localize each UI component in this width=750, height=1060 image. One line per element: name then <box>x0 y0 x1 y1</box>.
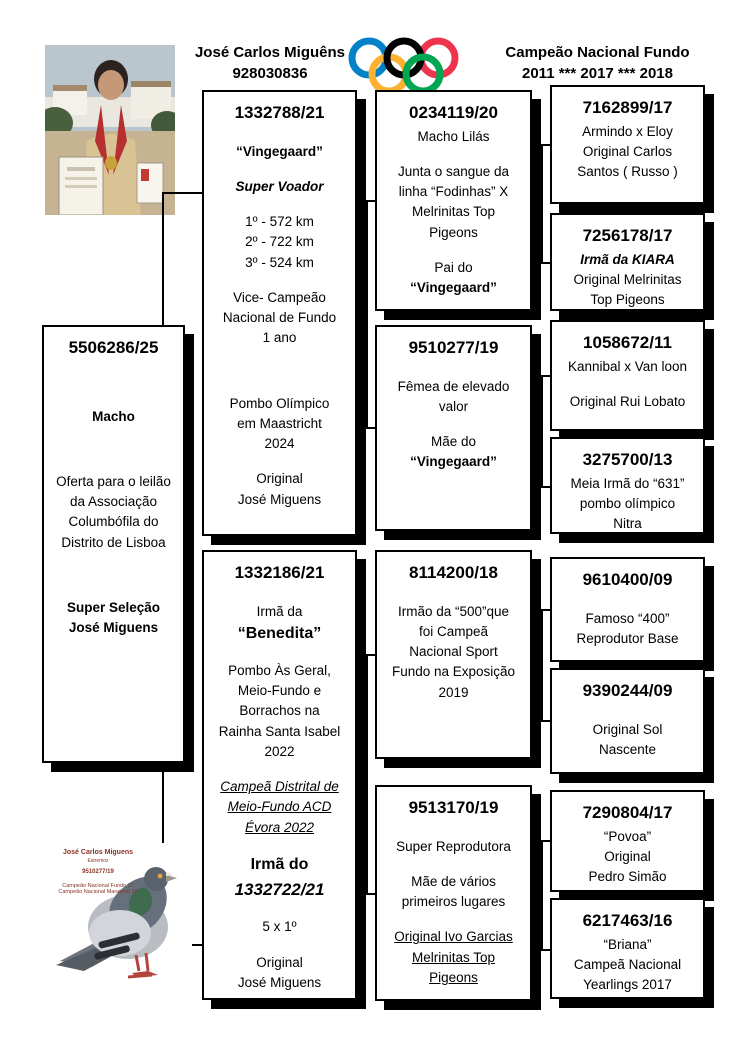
pedigree-text-line: Évora 2022 <box>244 819 315 835</box>
pedigree-box-sire-sire <box>375 90 532 311</box>
award-title: Campeão Nacional Fundo <box>505 44 690 61</box>
ring-number: 7162899/17 <box>582 98 673 117</box>
ring-number: 8114200/18 <box>409 563 498 582</box>
ring-number: 1332186/21 <box>234 563 325 582</box>
spacer <box>207 197 352 212</box>
breeder-name: José Carlos Miguêns <box>194 44 346 61</box>
spacer <box>555 377 700 392</box>
pedigree-text-line: Armindo x Eloy <box>582 123 673 139</box>
pedigree-text-line: Irmã da KIARA <box>580 251 675 267</box>
pedigree-text-line: 1 ano <box>262 330 297 346</box>
spacer <box>47 362 180 377</box>
breeder-photo <box>45 45 175 215</box>
pedigree-text-line: José Miguens <box>237 974 322 990</box>
connector-line <box>541 720 551 722</box>
pedigree-text-line: Original Melrinitas <box>573 271 682 287</box>
pedigree-box-dam-sire <box>375 550 532 759</box>
pedigree-box-gsire-1 <box>550 85 705 204</box>
pedigree-box-gdam-4 <box>550 898 705 999</box>
pedigree-text-line: Original <box>256 471 303 487</box>
pedigree-text-line: Melrinitas Top <box>411 204 496 220</box>
pedigree-text-line: Fêmea de elevado <box>397 378 510 394</box>
pedigree-text-line: Pedro Simão <box>588 869 667 885</box>
pedigree-box-sire-dam <box>375 325 532 531</box>
pedigree-text-line: Irmã do <box>250 855 309 873</box>
spacer <box>47 583 180 598</box>
spacer <box>207 162 352 177</box>
pedigree-text-line: “Vingegaard” <box>410 454 497 470</box>
spacer <box>380 912 527 927</box>
pedigree-text-line: Original Ivo Garcias <box>394 929 513 945</box>
ring-number: 6217463/16 <box>582 911 673 930</box>
pedigree-box-gsire-3 <box>550 557 705 662</box>
ring-number: 0234119/20 <box>409 103 498 122</box>
connector-line <box>541 840 551 842</box>
spacer <box>207 379 352 394</box>
pedigree-text-line: “Vingegaard” <box>410 280 497 296</box>
pedigree-text-line: “Briana” <box>603 936 652 952</box>
spacer <box>207 587 352 602</box>
spacer <box>207 902 352 917</box>
connector-line <box>541 375 543 488</box>
ring-number: 7256178/17 <box>582 226 673 245</box>
pedigree-text-line: 2º - 722 km <box>245 234 314 250</box>
header-breeder-block <box>185 44 355 82</box>
pedigree-text-line: foi Campeã <box>418 623 489 639</box>
pedigree-text-line: Meio-Fundo ACD <box>227 799 332 815</box>
pedigree-text-line: 2019 <box>438 684 469 700</box>
spacer <box>207 364 352 379</box>
pedigree-box-sire <box>202 90 357 536</box>
connector-line <box>366 200 376 202</box>
pedigree-box-gsire-4 <box>550 790 705 892</box>
connector-line <box>541 840 543 951</box>
ring-number: 3275700/13 <box>582 450 673 469</box>
caption-award-2: Campeão Nacional Maratona 18 <box>58 889 138 896</box>
ring-number: 1058672/11 <box>583 333 672 352</box>
pedigree-text-line: Borrachos na <box>239 703 320 719</box>
connector-line <box>541 144 551 146</box>
spacer <box>207 127 352 142</box>
spacer <box>47 442 180 457</box>
connector-line <box>162 192 204 194</box>
connector-line <box>366 654 376 656</box>
connector-line <box>366 200 368 429</box>
pedigree-text-line: Pigeons <box>429 969 478 985</box>
pedigree-text-line: 2022 <box>264 743 295 759</box>
spacer <box>380 243 527 258</box>
pedigree-text-line: Rainha Santa Isabel <box>218 723 341 739</box>
spacer <box>555 705 700 720</box>
pedigree-text-line: 1332722/21 <box>234 879 325 899</box>
pedigree-text-line: “Benedita” <box>237 624 322 642</box>
ring-number: 9513170/19 <box>408 798 499 817</box>
pedigree-text-line: Reprodutor Base <box>576 630 679 646</box>
pedigree-text-line: Super Seleção <box>66 599 161 615</box>
pedigree-text-line: Campeã Nacional <box>573 956 682 972</box>
spacer <box>47 553 180 568</box>
pedigree-text-line: Kannibal x Van loon <box>567 358 688 374</box>
spacer <box>47 377 180 392</box>
pedigree-text-line: Meia Irmã do “631” <box>570 475 685 491</box>
spacer <box>380 362 527 377</box>
caption-breeder-name: José Carlos Miguens <box>62 849 134 856</box>
ring-number: 9510277/19 <box>408 338 499 357</box>
pedigree-text-line: primeiros lugares <box>401 894 506 910</box>
pedigree-text-line: Vice- Campeão <box>233 289 326 305</box>
connector-line <box>366 427 376 429</box>
pedigree-text-line: Super Voador <box>235 178 324 194</box>
connector-line <box>366 654 368 895</box>
pedigree-box-gdam-3 <box>550 668 705 774</box>
connector-line <box>541 375 551 377</box>
spacer <box>207 838 352 853</box>
pedigree-box-subject <box>42 325 185 763</box>
pedigree-text-line: “Vingegaard” <box>236 143 323 159</box>
pedigree-text-line: Yearlings 2017 <box>583 977 672 993</box>
connector-line <box>366 893 376 895</box>
pedigree-text-line: Distrito de Lisboa <box>61 534 166 550</box>
pedigree-text-line: Macho Lilás <box>417 128 490 144</box>
pedigree-text-line: Super Reprodutora <box>396 838 511 854</box>
pedigree-box-gdam-2 <box>550 437 705 534</box>
pedigree-text-line: Mãe de vários <box>411 873 496 889</box>
ring-number: 9610400/09 <box>582 570 673 589</box>
connector-line <box>541 609 543 722</box>
spacer <box>207 454 352 469</box>
connector-line <box>541 486 551 488</box>
spacer <box>207 646 352 661</box>
ring-number: 9390244/09 <box>582 681 673 700</box>
pedigree-text-line: em Maastricht <box>237 415 322 431</box>
pedigree-box-dam-dam <box>375 785 532 1001</box>
connector-line <box>162 192 164 327</box>
pedigree-text-line: Original Carlos <box>582 143 673 159</box>
caption-ring-number: 9510277/19 <box>82 869 114 875</box>
pedigree-box-dam <box>202 550 357 1000</box>
pedigree-text-line: Macho <box>92 408 135 424</box>
pedigree-text-line: Top Pigeons <box>590 292 665 308</box>
award-years: 2011 *** 2017 *** 2018 <box>522 65 673 82</box>
spacer <box>207 273 352 288</box>
spacer <box>47 392 180 407</box>
header-awards-block <box>495 44 700 82</box>
ring-number: 7290804/17 <box>582 803 673 822</box>
breeder-photo-image <box>45 45 175 215</box>
spacer <box>47 457 180 472</box>
pedigree-text-line: Nascente <box>598 741 657 757</box>
pedigree-text-line: Fundo na Exposição <box>391 664 516 680</box>
pedigree-text-line: 3º - 524 km <box>245 254 314 270</box>
pedigree-text-line: Irmão da “500”que <box>397 603 510 619</box>
spacer <box>380 587 527 602</box>
pedigree-text-line: Pombo Olímpico <box>229 395 330 411</box>
spacer <box>207 349 352 364</box>
pedigree-text-line: José Miguens <box>237 491 322 507</box>
pedigree-text-line: 1º - 572 km <box>245 214 314 230</box>
spacer <box>47 568 180 583</box>
pedigree-text-line: Original Sol <box>592 721 663 737</box>
spacer <box>47 427 180 442</box>
connector-line <box>541 262 551 264</box>
pedigree-text-line: Mãe do <box>430 434 477 450</box>
caption-award-1: Campeão Nacional Fundo 17 <box>62 882 134 889</box>
pedigree-text-line: Irmã da <box>256 603 303 619</box>
pedigree-text-line: pombo olímpico <box>579 495 676 511</box>
spacer <box>555 594 700 609</box>
pedigree-text-line: valor <box>438 398 469 414</box>
pedigree-text-line: Melrinitas Top <box>411 949 496 965</box>
spacer <box>207 938 352 953</box>
ring-number: 1332788/21 <box>234 103 325 122</box>
pedigree-text-line: Nitra <box>613 516 642 532</box>
pedigree-text-line: 5 x 1º <box>262 919 297 935</box>
pedigree-text-line: Nacional de Fundo <box>222 310 337 326</box>
pedigree-box-gdam-1 <box>550 213 705 311</box>
pedigree-text-line: José Miguens <box>68 620 159 636</box>
spacer <box>380 857 527 872</box>
pedigree-text-line: Pigeons <box>429 224 478 240</box>
spacer <box>380 417 527 432</box>
pedigree-text-line: Pombo Às Geral, <box>228 662 331 678</box>
breeder-phone: 928030836 <box>232 65 308 82</box>
pigeon-photo-caption <box>44 849 152 896</box>
pedigree-text-line: Meio-Fundo e <box>237 683 322 699</box>
spacer <box>380 147 527 162</box>
pedigree-text-line: linha “Fodinhas” X <box>398 184 509 200</box>
pedigree-text-line: Original Rui Lobato <box>569 393 686 409</box>
pedigree-text-line: 2024 <box>264 436 295 452</box>
pedigree-text-line: Santos ( Russo ) <box>577 164 678 180</box>
pedigree-text-line: Nacional Sport <box>409 644 498 660</box>
connector-line <box>541 609 551 611</box>
pedigree-text-line: Columbófila do <box>68 514 159 530</box>
spacer <box>207 762 352 777</box>
pedigree-text-line: da Associação <box>69 494 158 510</box>
caption-town: Estremoz <box>87 857 109 864</box>
ring-number: 5506286/25 <box>68 338 159 357</box>
pedigree-text-line: “Povoa” <box>603 828 652 844</box>
pedigree-text-line: Original <box>256 954 303 970</box>
spacer <box>380 822 527 837</box>
connector-line <box>541 144 543 264</box>
pedigree-text-line: Famoso “400” <box>585 610 670 626</box>
pedigree-text-line: Original <box>604 848 651 864</box>
pedigree-text-line: Oferta para o leilão <box>56 473 171 489</box>
pedigree-text-line: Campeã Distrital de <box>220 779 339 795</box>
pedigree-box-gsire-2 <box>550 320 705 431</box>
pedigree-text-line: Pai do <box>434 259 473 275</box>
connector-line <box>541 949 551 951</box>
pedigree-text-line: Junta o sangue da <box>397 163 510 179</box>
